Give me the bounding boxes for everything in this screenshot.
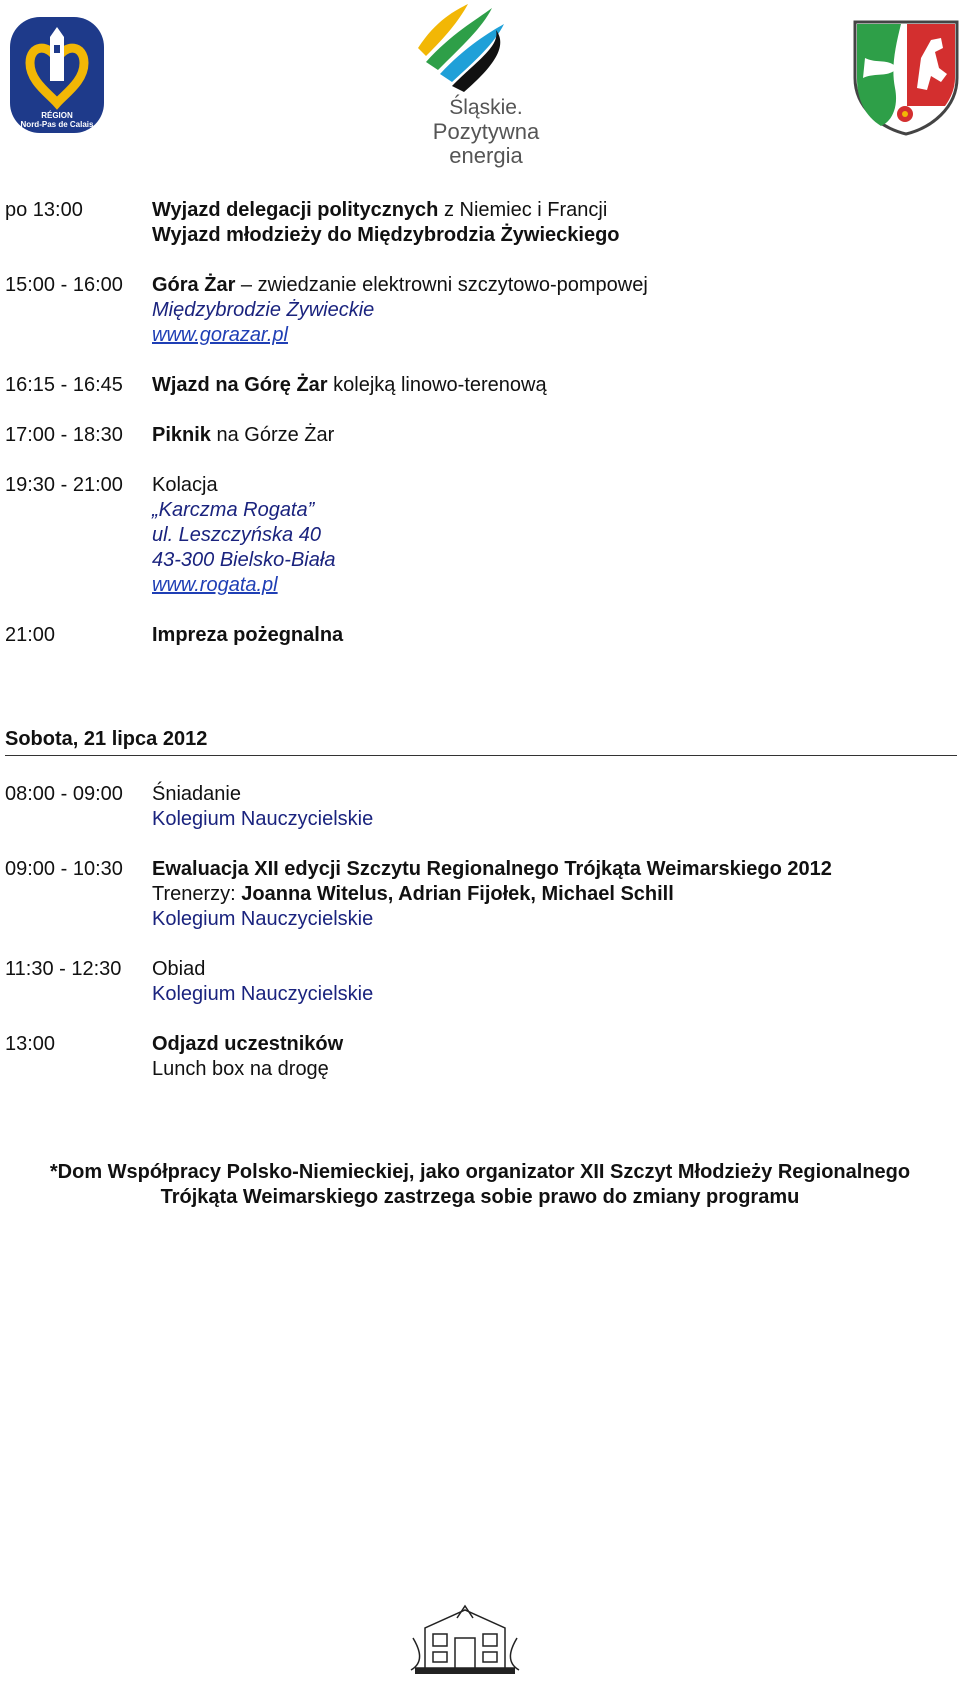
- time-slot: 16:15 - 16:45: [5, 374, 123, 396]
- event-title: Śniadanie: [152, 783, 241, 805]
- time-slot: 11:30 - 12:30: [5, 958, 122, 980]
- slaskie-line2: Pozytywna energia: [432, 119, 540, 168]
- time-slot: po 13:00: [5, 199, 83, 221]
- slaskie-line1: Śląskie.: [449, 96, 523, 119]
- event-title: Obiad: [152, 958, 206, 980]
- schedule-saturday: [5, 782, 955, 1107]
- time-slot: 09:00 - 10:30: [5, 858, 123, 880]
- gorazar-link[interactable]: www.gorazar.pl: [152, 324, 288, 346]
- slaskie-logo: [396, 0, 576, 168]
- event-location: Kolegium Nauczycielskie: [152, 983, 374, 1005]
- event-title: Impreza pożegnalna: [152, 624, 344, 646]
- event-title: Ewaluacja XII edycji Szczytu Regionalnego Trójkąta Weimarskiego 2012: [152, 858, 832, 880]
- event-title: Odjazd uczestników: [152, 1033, 344, 1055]
- event-title: Wyjazd delegacji politycznych: [152, 199, 439, 221]
- schedule-row: [5, 423, 955, 448]
- schedule-row: [5, 473, 955, 598]
- time-slot: 19:30 - 21:00: [5, 474, 123, 496]
- footnote: [0, 1160, 960, 1210]
- schedule-row: [5, 1032, 955, 1082]
- building-sketch-icon: [405, 1598, 525, 1678]
- event-detail: na Górze Żar: [210, 424, 335, 446]
- event-description: [152, 273, 955, 348]
- event-extra: Lunch box na drogę: [152, 1058, 329, 1080]
- venue-city: 43-300 Bielsko-Biała: [152, 549, 336, 571]
- slaskie-text: [396, 96, 576, 168]
- event-title: Góra Żar: [152, 274, 236, 296]
- schedule-row: [5, 957, 955, 1007]
- event-title: Wjazd na Górę Żar: [152, 374, 328, 396]
- day-heading: Sobota, 21 lipca 2012: [5, 727, 957, 756]
- event-title: Wyjazd młodzieży do Międzybrodzia Żywieckiego: [152, 224, 620, 246]
- schedule-friday: [5, 198, 955, 673]
- time-slot: 08:00 - 09:00: [5, 783, 123, 805]
- event-description: [152, 473, 955, 598]
- slaskie-waves-icon: [396, 0, 576, 96]
- nord-label-line1: RÉGION: [41, 111, 73, 120]
- event-description: [152, 373, 955, 398]
- event-detail: – zwiedzanie elektrowni szczytowo-pompowej: [235, 274, 648, 296]
- venue-street: ul. Leszczyńska 40: [152, 524, 321, 546]
- schedule-row: [5, 373, 955, 398]
- rogata-link[interactable]: www.rogata.pl: [152, 574, 278, 596]
- footnote-line2: Trójkąta Weimarskiego zastrzega sobie prawo do zmiany programu: [160, 1186, 800, 1208]
- event-description: [152, 782, 955, 832]
- nord-label: [8, 111, 106, 129]
- event-description: [152, 423, 955, 448]
- event-description: [152, 957, 955, 1007]
- nord-pas-de-calais-logo: [8, 15, 106, 135]
- trainers-names: Joanna Witelus, Adrian Fijołek, Michael Schill: [241, 883, 674, 905]
- nord-label-line2: Nord-Pas de Calais: [20, 120, 94, 129]
- schedule-row: [5, 857, 955, 932]
- time-slot: 17:00 - 18:30: [5, 424, 123, 446]
- event-location: Międzybrodzie Żywieckie: [152, 299, 375, 321]
- event-description: [152, 198, 955, 248]
- event-description: [152, 1032, 955, 1082]
- building-sketch-logo: [405, 1598, 525, 1678]
- time-slot: 13:00: [5, 1033, 56, 1055]
- header-logos: [0, 0, 960, 168]
- event-location: Kolegium Nauczycielskie: [152, 908, 374, 930]
- event-title: Kolacja: [152, 474, 218, 496]
- event-detail: z Niemiec i Francji: [438, 199, 608, 221]
- schedule-row: [5, 198, 955, 248]
- event-detail: kolejką linowo-terenową: [327, 374, 547, 396]
- time-slot: 15:00 - 16:00: [5, 274, 123, 296]
- time-slot: 21:00: [5, 624, 56, 646]
- schedule-row: [5, 623, 955, 648]
- event-description: [152, 623, 955, 648]
- schedule-row: [5, 273, 955, 348]
- footnote-line1: *Dom Współpracy Polsko-Niemieckiej, jako organizator XII Szczyt Młodzieży Regionalnego: [49, 1161, 911, 1183]
- event-title: Piknik: [152, 424, 211, 446]
- nrw-coat-of-arms: [851, 18, 960, 136]
- event-location: Kolegium Nauczycielskie: [152, 808, 374, 830]
- venue-name: „Karczma Rogata”: [152, 499, 315, 521]
- nrw-coat-of-arms-icon: [851, 18, 960, 136]
- schedule-row: [5, 782, 955, 832]
- event-description: [152, 857, 955, 932]
- trainers-label: Trenerzy:: [152, 883, 242, 905]
